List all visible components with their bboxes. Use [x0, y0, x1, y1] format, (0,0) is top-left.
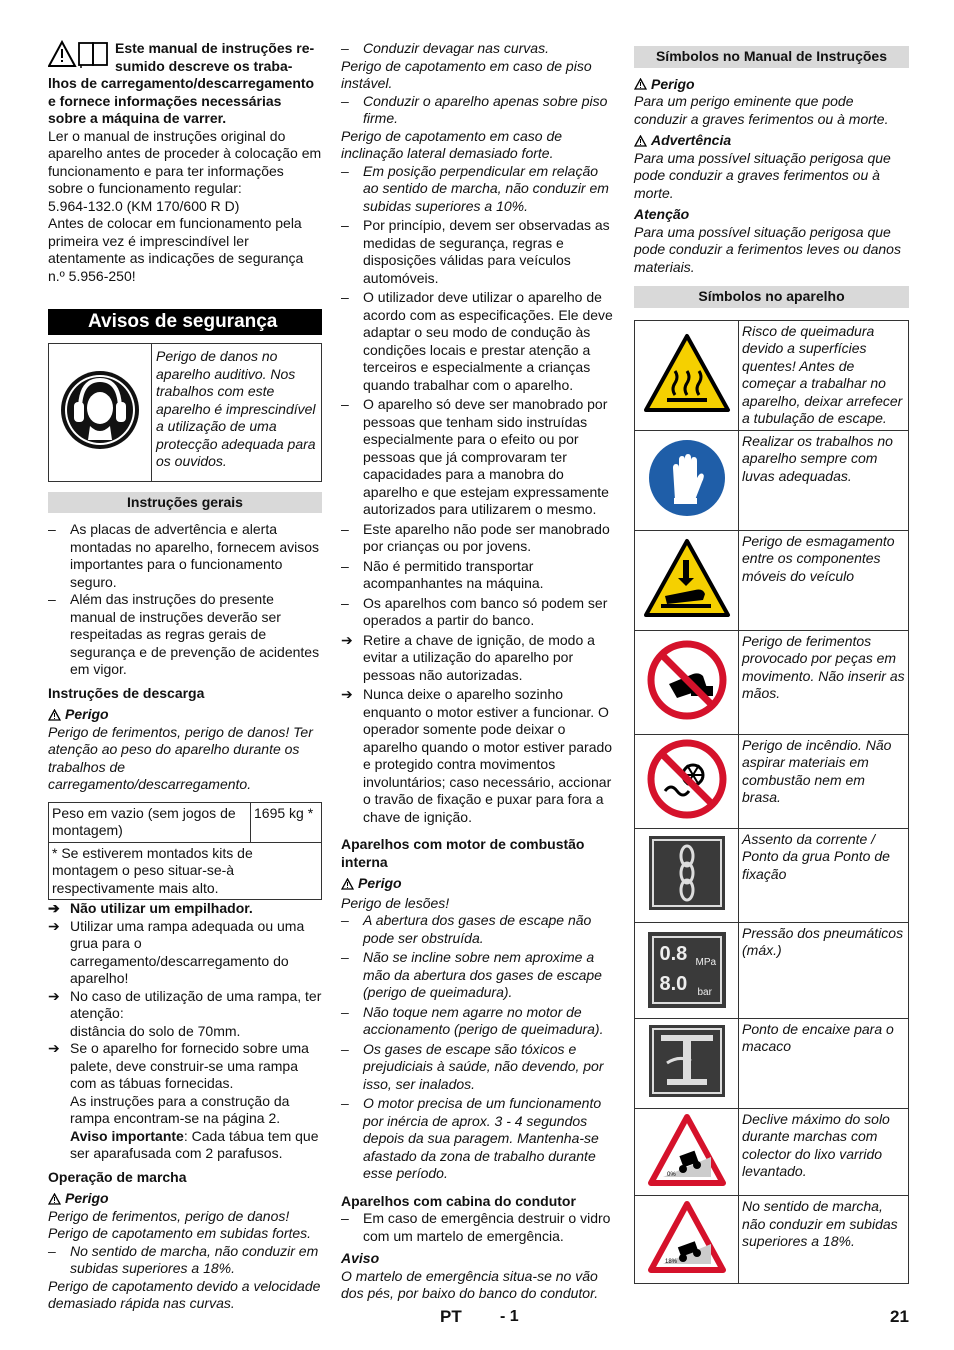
note-text: O martelo de emergência situa-se no vão dos pés, por baixo do banco do condutor. — [341, 1267, 599, 1301]
list-item: – Não é permitido transportar acompanhantes na máquina. — [341, 557, 544, 591]
list-item: – O utilizador deve utilizar o aparelho de acordo com as especificações. Ele deve adaptar o seu modo de condução às condições locais e prestar atenção a terceiros e especialmente a crianças quando trabalhar com o aparelho. — [341, 289, 613, 393]
slope-label: 0% — [666, 1171, 676, 1178]
list-item: ➔ Se o aparelho for fornecido sobre uma palete, deve construir-se uma rampa com as tábuas fornecidas. — [48, 1040, 309, 1091]
general-title: Instruções gerais — [48, 492, 322, 514]
warning-triangle-icon — [634, 78, 647, 90]
list-item: – Não se incline sobre nem aproxime a mão da abertura dos gases de escape (perigo de queimadura). — [341, 949, 602, 1000]
list-item: distância do solo de 70mm. — [70, 1022, 241, 1039]
table-row — [635, 320, 909, 430]
drive-title: Operação de marcha — [48, 1168, 187, 1185]
section-title: Avisos de segurança — [48, 309, 322, 335]
slope-label: 18% — [664, 1259, 677, 1265]
intro-code: 5.964-132.0 (KM 170/600 R D) — [48, 197, 240, 214]
ear-protection-icon — [60, 370, 140, 450]
warning-triangle-icon — [634, 135, 647, 147]
list-item: – Por princípio, devem ser observadas as medidas de segurança, regras e disposições válidas para veículos automóveis. — [341, 217, 610, 286]
danger-label: Perigo — [634, 76, 909, 94]
danger-label: Perigo — [48, 706, 322, 724]
engine-warning: Perigo de lesões! — [341, 894, 450, 911]
list-item: – No sentido de marcha, não conduzir em subidas superiores a 18%. — [48, 1242, 319, 1276]
table-row — [635, 1108, 909, 1196]
table-row — [635, 1196, 909, 1284]
crush-hazard-icon — [643, 538, 731, 618]
unload-warning: Perigo de ferimentos, perigo de danos! Ter atenção ao peso do aparelho durante os trabalhos de carregamento/descarregamento. — [48, 723, 313, 792]
list-item: – Conduzir devagar nas curvas. — [341, 40, 549, 56]
list-item: – Este aparelho não pode ser manobrado por crianças ou por jovens. — [341, 520, 610, 554]
symbol-text: Perigo de esmagamento entre os componentes móveis do veículo — [739, 530, 909, 630]
unload-title: Instruções de descarga — [48, 684, 205, 701]
gloves-icon — [647, 438, 727, 518]
list-item: – A abertura dos gases de escape não pode ser obstruída. — [341, 912, 592, 946]
intro-text-2: Antes de colocar em funcionamento pela primeira vez é imprescindível ler atentamente as indicações de segurança n.º 5.956-250! — [48, 215, 304, 284]
list-item: – Em posição perpendicular em relação ao sentido de marcha, não conduzir em subidas superiores a 10%. — [341, 162, 609, 214]
drive-warning-2: Perigo de capotamento em subidas fortes. — [48, 1225, 312, 1241]
list-item: ➔ Utilizar uma rampa adequada ou uma grua para o carregamento/descarregamento do aparelho! — [48, 917, 305, 986]
hot-surface-icon — [643, 333, 731, 413]
list-item: – Em caso de emergência destruir o vidro com um martelo de emergência. — [341, 1210, 611, 1244]
hearing-table — [48, 343, 322, 482]
symbol-text: Assento da corrente / Ponto da grua Ponto de fixação — [739, 828, 909, 922]
caution-label: Atenção — [634, 206, 690, 222]
list-item: ➔ Não utilizar um empilhador. — [48, 900, 253, 916]
weight-table — [48, 802, 322, 901]
table-row — [635, 1018, 909, 1108]
jack-point-icon — [647, 1023, 727, 1099]
important-note: Aviso importante: Cada tábua tem que ser aparafusada com 2 parafusos. — [70, 1127, 319, 1161]
no-hand-insert-icon — [647, 640, 727, 720]
table-row — [635, 734, 909, 828]
slope-18-icon — [647, 1200, 727, 1274]
intro-text: Ler o manual de instruções original do aparelho antes de proceder à colocação em funcionamento e para ter informações sobre o funcionamento regular: — [48, 127, 322, 196]
symbol-text: Pressão dos pneumáticos (máx.) — [739, 922, 909, 1018]
warning-label: Advertência — [634, 132, 909, 150]
table-row — [635, 630, 909, 734]
warning-and-manual-icon — [48, 40, 110, 70]
list-item: As instruções para a construção da rampa encontram-se na página 2. — [70, 1092, 290, 1126]
manual-symbols-title: Símbolos no Manual de Instruções — [634, 46, 909, 68]
warning-triangle-icon — [48, 1193, 61, 1205]
device-symbols-title: Símbolos no aparelho — [634, 286, 909, 308]
table-row — [635, 922, 909, 1018]
caution-text: Para uma possível situação perigosa que pode conduzir a ferimentos leves ou danos materiais. — [634, 223, 901, 275]
list-item: – Conduzir o aparelho apenas sobre piso firme. — [341, 92, 608, 126]
list-item: ➔ Retire a chave de ignição, de modo a evitar a utilização do aparelho por pessoas não autorizadas. — [341, 631, 595, 683]
table-row — [635, 530, 909, 630]
table-row — [635, 430, 909, 530]
symbol-text: Realizar os trabalhos no aparelho sempre com luvas adequadas. — [739, 430, 909, 530]
danger-label: Perigo — [341, 875, 613, 893]
symbol-text: Declive máximo do solo durante marchas com colector do lixo varrido levantado. — [739, 1108, 909, 1196]
footer-page-number: 21 — [890, 1307, 909, 1326]
weight-label: Peso em vazio (sem jogos de montagem) — [49, 802, 251, 842]
intro-bold-c: lhos de carregamento/descarregamento e fornece informações necessárias sobre a máquina de varrer. — [48, 75, 315, 126]
weight-note: * Se estiverem montados kits de montagem o peso situar-se-à respectivamente mais alto. — [49, 842, 322, 900]
list-item: ➔ No caso de utilização de uma rampa, ter atenção: — [48, 987, 322, 1021]
tire-pressure-icon: 0.8 MPa 8.0 bar — [648, 932, 726, 1008]
drive-warning-3: Perigo de capotamento devido a velocidade demasiado rápida nas curvas. — [48, 1277, 321, 1311]
column-2 — [341, 40, 613, 1303]
list-item: – As placas de advertência e alerta montadas no aparelho, fornecem avisos importantes para o funcionamento seguro. — [48, 521, 320, 590]
column-3 — [634, 40, 909, 1284]
warning-triangle-icon — [341, 878, 354, 890]
symbols-table — [634, 320, 909, 1284]
danger-label: Perigo — [48, 1190, 322, 1208]
footer-language: PT — [440, 1307, 462, 1326]
table-row — [635, 828, 909, 922]
warning-text: Para uma possível situação perigosa que pode conduzir a graves ferimentos ou à morte. — [634, 149, 891, 201]
list-item: – Os gases de escape são tóxicos e prejudiciais à saúde, não devendo, por isso, ser inalados. — [341, 1040, 604, 1092]
column-1 — [48, 40, 322, 1313]
list-item: – Além das instruções do presente manual de instruções deverão ser respeitadas as regras gerais de segurança e de prevenção de acidentes em vigor. — [48, 591, 320, 677]
cab-title: Aparelhos com cabina do condutor — [341, 1192, 576, 1209]
intro-bold-b: sumido descreve os traba- — [115, 57, 293, 74]
weight-value: 1695 kg * — [251, 802, 322, 842]
list-item: ➔ Nunca deixe o aparelho sozinho enquanto o motor estiver a funcionar. O operador somente pode deixar o aparelho quando o motor estiver parado e protegido contra movimentos involuntários; caso necessário, accionar o travão de fixação e puxar para fora a chave de ignição. — [341, 686, 613, 825]
warn-soft-ground: Perigo de capotamento em caso de piso instável. — [341, 57, 592, 91]
danger-text: Para um perigo eminente que pode conduzir a graves ferimentos ou à morte. — [634, 93, 889, 127]
list-item: – Os aparelhos com banco só podem ser operados a partir do banco. — [341, 594, 608, 628]
symbol-text: Risco de queimadura devido a superfícies quentes! Antes de começar a trabalhar no aparelho, deixar arrefecer a tubulação de escape. — [739, 320, 909, 430]
intro-bold-a: Este manual de instruções re- — [115, 40, 315, 56]
footer-local-page: - 1 — [500, 1308, 519, 1325]
symbol-text: Ponto de encaixe para o macaco — [739, 1018, 909, 1108]
symbol-text: Perigo de incêndio. Não aspirar materiais em combustão nem em brasa. — [739, 734, 909, 828]
chain-anchor-icon — [647, 834, 727, 912]
intro-block — [48, 40, 322, 75]
list-item: – O aparelho só deve ser manobrado por pessoas que tenham sido instruídas especialmente para o efeito ou por pessoas que já comprovaram ter capacidades para a manobra do aparelho e que estejam expressamente autorizados para utilizarem o mesmo. — [341, 396, 609, 517]
hearing-text: Perigo de danos no aparelho auditivo. Nos trabalhos com este aparelho é imprescindível a utilização de uma protecção adequada para os ouvidos. — [152, 344, 322, 482]
symbol-text: No sentido de marcha, não conduzir em subidas superiores a 18%. — [739, 1196, 909, 1284]
drive-warning-1: Perigo de ferimentos, perigo de danos! — [48, 1207, 290, 1224]
engine-title: Aparelhos com motor de combustão interna — [341, 836, 585, 870]
warn-lateral: Perigo de capotamento em caso de inclinação lateral demasiado forte. — [341, 127, 563, 161]
note-label: Aviso — [341, 1250, 380, 1266]
symbol-text: Perigo de ferimentos provocado por peças em movimento. Não inserir as mãos. — [739, 630, 909, 734]
warning-triangle-icon — [48, 709, 61, 721]
list-item: – O motor precisa de um funcionamento por inércia de aprox. 3 - 4 segundos depois da sua paragem. Mantenha-se afastado da zona de trabalho durante esse período. — [341, 1095, 602, 1181]
slope-hopper-icon — [647, 1113, 727, 1187]
list-item: – Não toque nem agarre no motor de accionamento (perigo de queimadura). — [341, 1003, 604, 1037]
no-embers-icon — [647, 739, 727, 819]
